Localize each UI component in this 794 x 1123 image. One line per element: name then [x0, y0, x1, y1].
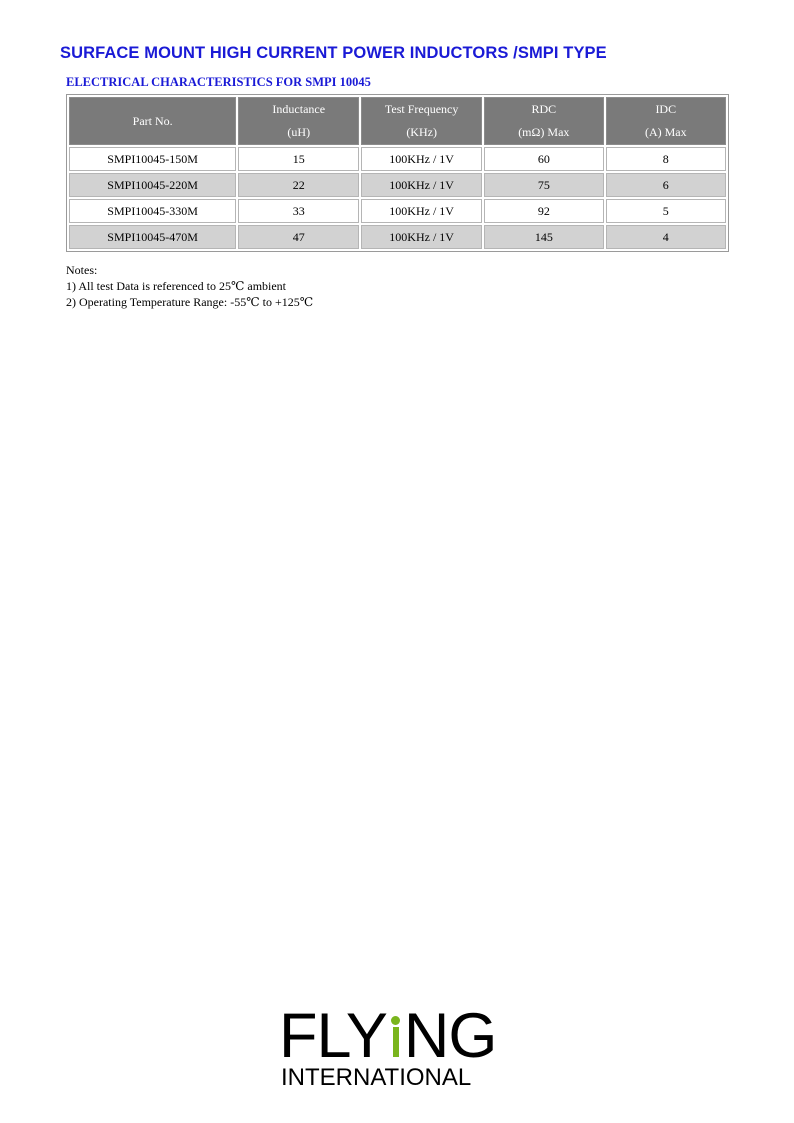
cell-part-no: SMPI10045-330M — [69, 199, 236, 223]
cell-test-frequency: 100KHz / 1V — [361, 225, 482, 249]
logo-green-i-icon — [387, 1004, 404, 1068]
cell-inductance: 22 — [238, 173, 359, 197]
table-row — [69, 225, 726, 249]
cell-idc: 5 — [606, 199, 726, 223]
header-rdc-label: RDC — [531, 102, 557, 116]
logo-text-start: FLY — [279, 1001, 387, 1071]
document-title: SURFACE MOUNT HIGH CURRENT POWER INDUCTORS /SMPI TYPE — [60, 44, 607, 62]
header-idc — [606, 97, 726, 145]
cell-idc: 8 — [606, 147, 726, 171]
note-item: 1) All test Data is referenced to 25℃ ambient — [66, 279, 287, 293]
table-subtitle: ELECTRICAL CHARACTERISTICS FOR SMPI 10045 — [66, 75, 371, 89]
logo-subtext: INTERNATIONAL — [281, 1064, 472, 1091]
header-inductance — [238, 97, 359, 145]
table-row — [69, 147, 726, 171]
header-rdc — [484, 97, 603, 145]
cell-test-frequency: 100KHz / 1V — [361, 199, 482, 223]
company-logo — [279, 1001, 519, 1091]
logo-wordmark — [279, 1001, 519, 1071]
cell-test-frequency: 100KHz / 1V — [361, 173, 482, 197]
notes-heading: Notes: — [66, 263, 98, 277]
header-idc-label: IDC — [655, 102, 677, 116]
header-part-no — [69, 97, 236, 145]
header-idc-unit: (A) Max — [644, 125, 687, 139]
cell-rdc: 75 — [484, 173, 603, 197]
table-row — [69, 173, 726, 197]
header-inductance-unit: (uH) — [287, 125, 311, 139]
cell-rdc: 92 — [484, 199, 603, 223]
cell-idc: 6 — [606, 173, 726, 197]
notes-section — [66, 262, 313, 310]
note-item: 2) Operating Temperature Range: -55℃ to +125℃ — [66, 295, 314, 309]
cell-inductance: 33 — [238, 199, 359, 223]
cell-part-no: SMPI10045-220M — [69, 173, 236, 197]
cell-part-no: SMPI10045-150M — [69, 147, 236, 171]
cell-idc: 4 — [606, 225, 726, 249]
cell-inductance: 47 — [238, 225, 359, 249]
logo-text-end: NG — [403, 1001, 497, 1071]
cell-inductance: 15 — [238, 147, 359, 171]
header-rdc-unit: (mΩ) Max — [518, 125, 570, 139]
cell-test-frequency: 100KHz / 1V — [361, 147, 482, 171]
header-test-frequency — [361, 97, 482, 145]
cell-rdc: 60 — [484, 147, 603, 171]
electrical-characteristics-table — [66, 94, 729, 252]
header-test-frequency-unit: (KHz) — [406, 125, 437, 139]
header-part-no-label: Part No. — [132, 113, 173, 128]
cell-rdc: 145 — [484, 225, 603, 249]
cell-part-no: SMPI10045-470M — [69, 225, 236, 249]
table-header-row — [69, 97, 726, 145]
table-row — [69, 199, 726, 223]
header-inductance-label: Inductance — [272, 102, 326, 116]
header-test-frequency-label: Test Frequency — [384, 102, 459, 116]
